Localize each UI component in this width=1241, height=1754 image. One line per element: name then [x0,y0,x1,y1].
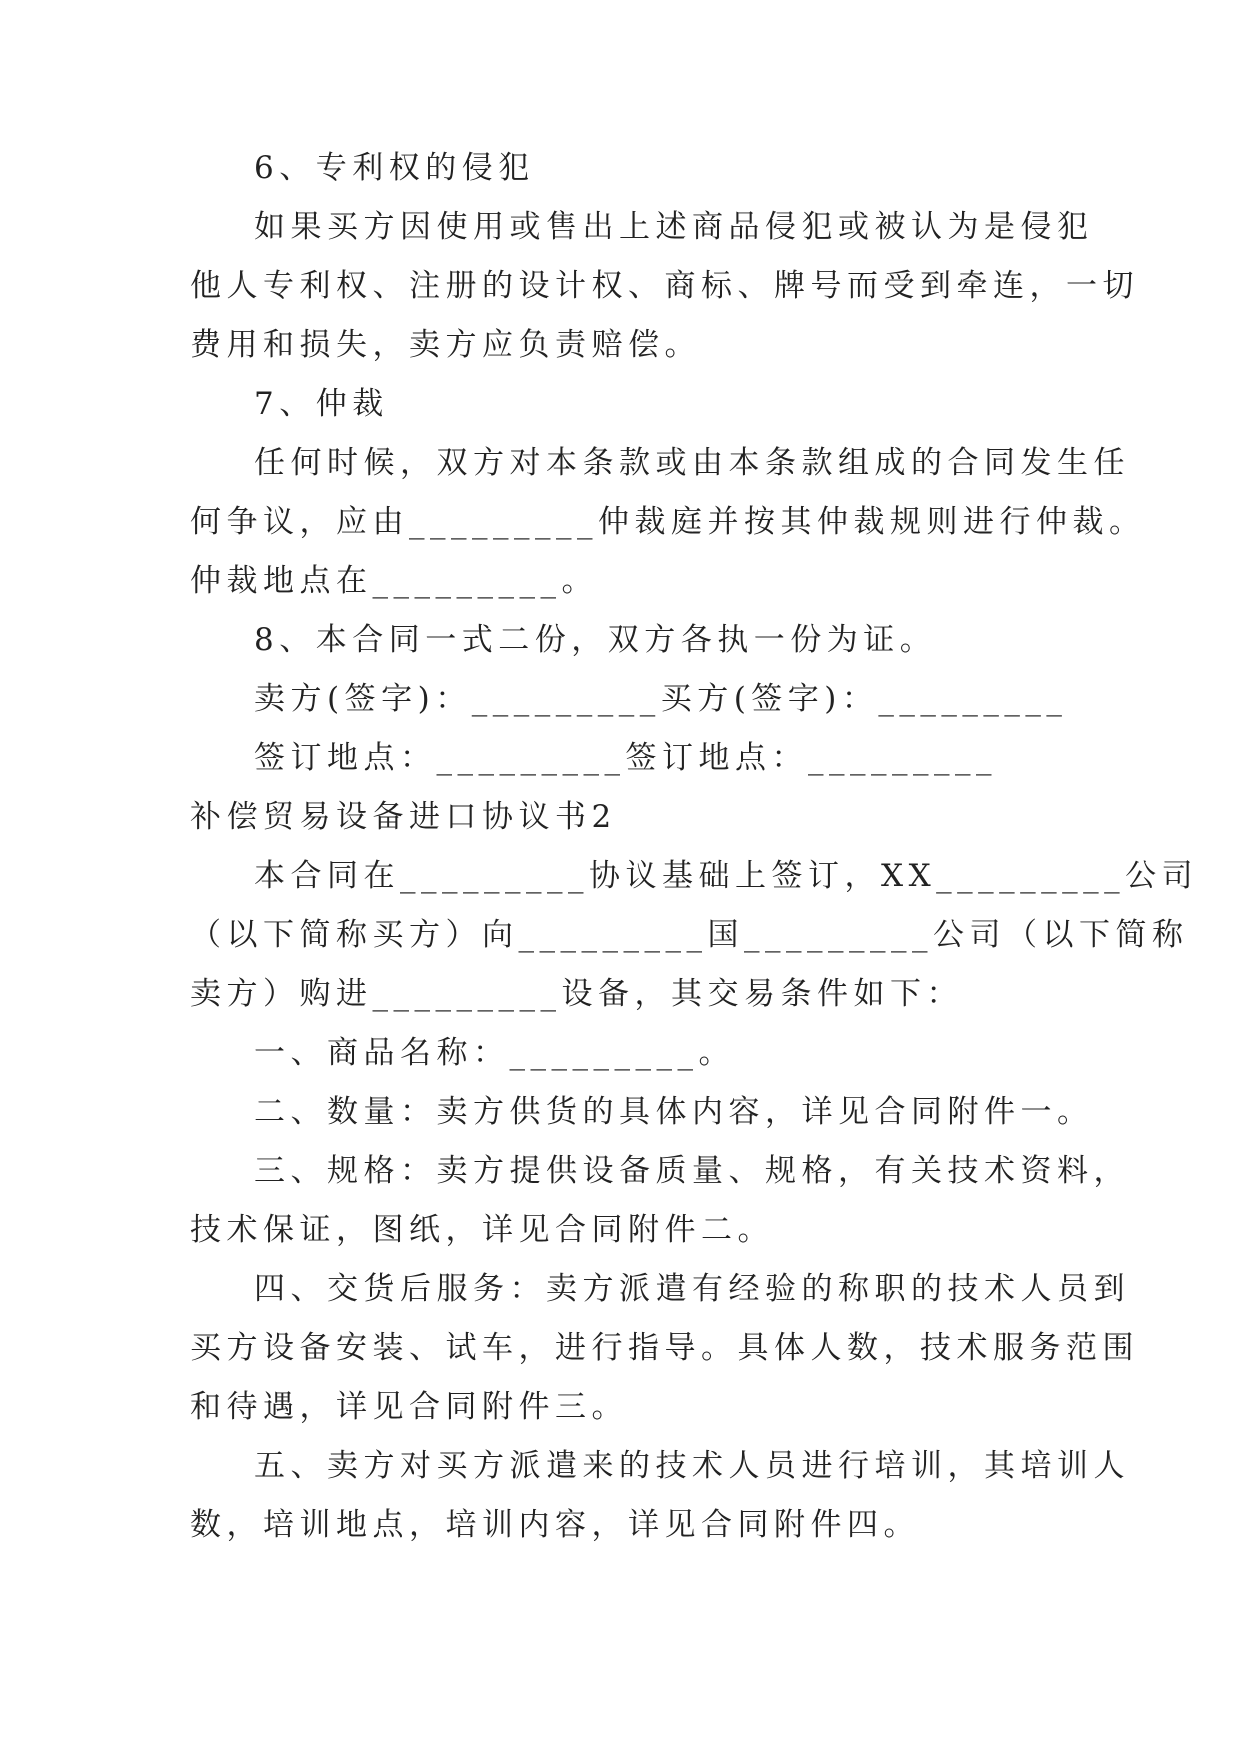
paragraph-line: 任何时候，双方对本条款或由本条款组成的合同发生任 [254,445,1130,481]
document-title: 补偿贸易设备进口协议书2 [190,799,617,835]
paragraph-line: 8、本合同一式二份，双方各执一份为证。 [254,622,937,658]
paragraph-line: 如果买方因使用或售出上述商品侵犯或被认为是侵犯 [254,209,1094,245]
paragraph-line: 仲裁地点在_________。 [190,563,598,599]
clause-line: 五、卖方对买方派遣来的技术人员进行培训，其培训人 [254,1448,1130,1484]
paragraph-line: 费用和损失，卖方应负责赔偿。 [190,327,701,363]
paragraph-line: 买方设备安装、试车，进行指导。具体人数，技术服务范围 [190,1330,1139,1366]
paragraph-line: 卖方）购进_________设备，其交易条件如下： [190,976,963,1012]
signature-line: 卖方(签字)：_________买方(签字)：_________ [254,681,1068,717]
paragraph-line: 数，培训地点，培训内容，详见合同附件四。 [190,1507,920,1543]
paragraph-line: 本合同在_________协议基础上签订，XX_________公司 [254,858,1199,894]
paragraph-line: 何争议，应由_________仲裁庭并按其仲裁规则进行仲裁。 [190,504,1146,540]
clause-line: 一、商品名称：_________。 [254,1035,735,1071]
clause-line: 二、数量：卖方供货的具体内容，详见合同附件一。 [254,1094,1094,1130]
paragraph-line: 技术保证，图纸，详见合同附件二。 [190,1212,774,1248]
signing-place-line: 签订地点：_________签订地点：_________ [254,740,997,776]
clause-line: 四、交货后服务：卖方派遣有经验的称职的技术人员到 [254,1271,1130,1307]
clause-line: 三、规格：卖方提供设备质量、规格，有关技术资料， [254,1153,1130,1189]
paragraph-line: 他人专利权、注册的设计权、商标、牌号而受到牵连，一切 [190,268,1139,304]
section-heading-arbitration: 7、仲裁 [254,386,389,422]
section-heading-patent: 6、专利权的侵犯 [254,150,535,186]
paragraph-line: 和待遇，详见合同附件三。 [190,1389,628,1425]
paragraph-line: （以下简称买方）向_________国_________公司（以下简称 [190,917,1189,953]
